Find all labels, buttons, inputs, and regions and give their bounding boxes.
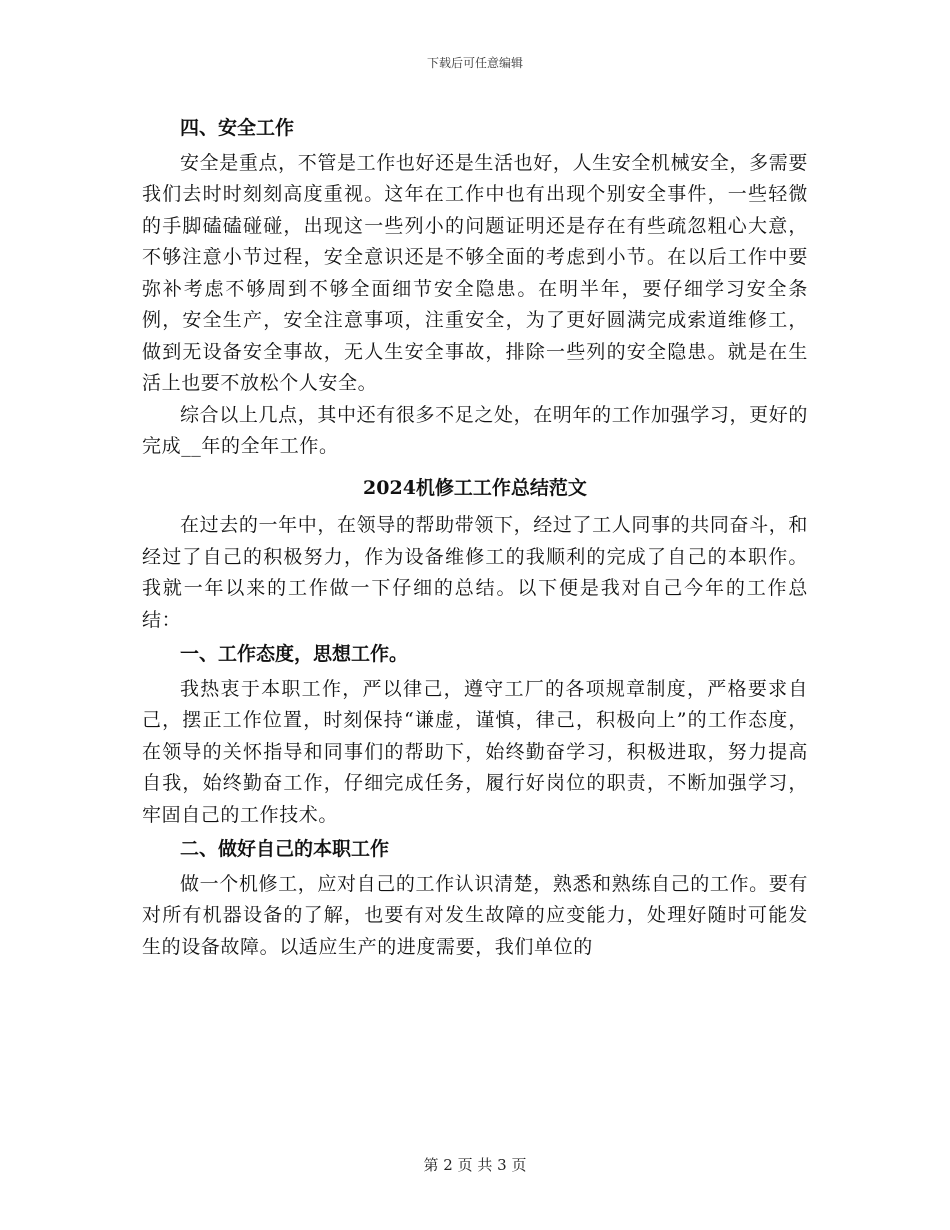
- page-number: 第 2 页 共 3 页: [423, 1156, 527, 1174]
- paragraph: 我热衷于本职工作，严以律己，遵守工厂的各项规章制度，严格要求自己，摆正工作位置，时刻保持“谦虚，谨慎，律己，积极向上”的工作态度，在领导的关怀指导和同事们的帮助下，始终勤奋学习，积极进取，努力提高自我，始终勤奋工作，仔细完成任务，履行好岗位的职责，不断加强学习，牢固自己的工作技术。: [142, 677, 808, 826]
- paragraph: 安全是重点，不管是工作也好还是生活也好，人生安全机械安全，多需要我们去时时刻刻高度重视。这年在工作中也有出现个别安全事件，一些轻微的手脚磕磕碰碰，出现这一些列小的问题证明还是存在有些疏忽粗心大意，不够注意小节过程，安全意识还是不够全面的考虑到小节。在以后工作中要弥补考虑不够周到不够全面细节安全隐患。在明半年，要仔细学习安全条例，安全生产，安全注意事项，注重安全，为了更好圆满完成索道维修工，做到无设备安全事故，无人生安全事故，排除一些列的安全隐患。就是在生活上也要不放松个人安全。: [142, 151, 808, 394]
- paragraph: 综合以上几点，其中还有很多不足之处，在明年的工作加强学习，更好的完成__年的全年工作。: [142, 403, 808, 457]
- page-content: [142, 110, 808, 963]
- paragraph: 做一个机修工，应对自己的工作认识清楚，熟悉和熟练自己的工作。要有对所有机器设备的了解，也要有对发生故障的应变能力，处理好随时可能发生的设备故障。以适应生产的进度需要，我们单位的: [142, 872, 808, 958]
- section-heading-attitude: 一、工作态度，思想工作。: [180, 643, 409, 665]
- section-heading-safety: 四、安全工作: [180, 117, 295, 139]
- section-heading-duty: 二、做好自己的本职工作: [180, 838, 390, 860]
- article-title: 2024机修工工作总结范文: [363, 476, 587, 499]
- page-header: 下载后可任意编辑: [426, 56, 523, 70]
- paragraph: 在过去的一年中，在领导的帮助带领下，经过了工人同事的共同奋斗，和经过了自己的积极努力，作为设备维修工的我顺利的完成了自己的本职作。我就一年以来的工作做一下仔细的总结。以下便是我对自己今年的工作总结：: [142, 514, 808, 631]
